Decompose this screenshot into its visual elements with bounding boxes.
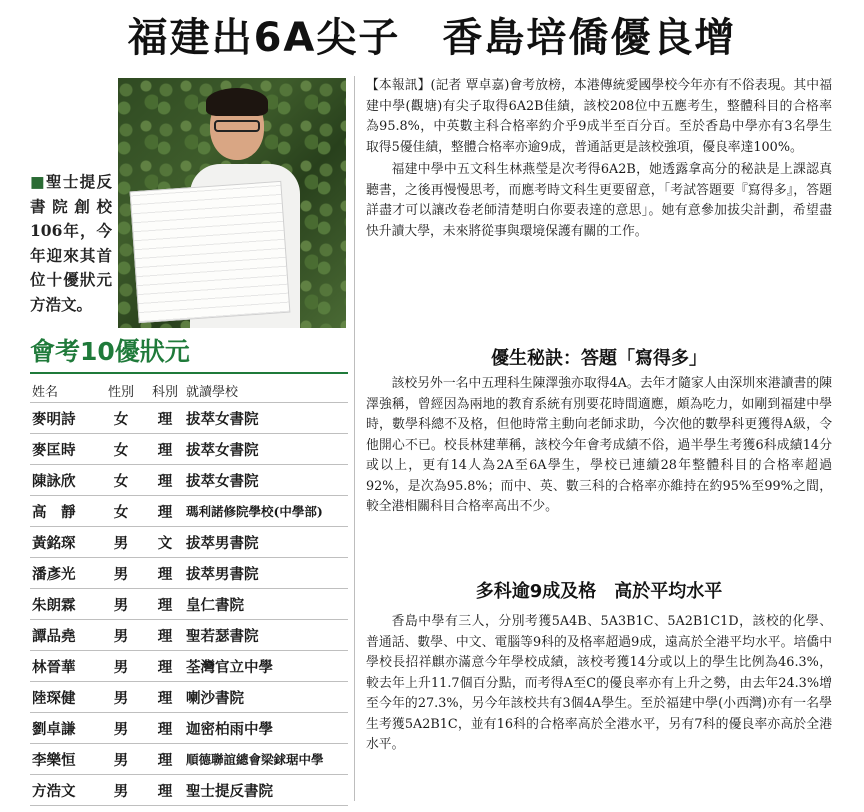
cell-sex: 男 [98, 651, 144, 682]
article-paragraph: 香島中學有三人，分別考獲5A4B、5A3B1C、5A2B1C1D，該校的化學、普通話、數學、中文、電腦等9科的及格率超過9成，遠高於全港平均水平。培僑中學校長招祥麒亦滿意今年學校成績，該校考獲14分或以上的學生比例為46.3%，較去年上升11.7個百分點，而考得A至C的優良率亦有上升之勢，由去年24.3%增至今年的27.3%，另今年該校共有3個4A學生。至於福建中學(小西灣)亦有一名學生考獲5A2B1C，並有16科的合格率高於全港水平，另有7科的優良率亦高於全港水平。 [366, 614, 832, 752]
table-row [30, 589, 348, 620]
cell-school: 喇沙書院 [186, 682, 348, 713]
table-title: 會考10優狀元 [30, 337, 190, 366]
cell-name: 李樂恒 [30, 744, 98, 775]
headline: 福建出6A尖子 香島培僑優良增 [127, 15, 737, 61]
cell-sex: 男 [98, 682, 144, 713]
column-divider [354, 76, 355, 801]
table-row [30, 527, 348, 558]
cell-name: 麥匡時 [30, 434, 98, 465]
cell-sex: 男 [98, 620, 144, 651]
cell-subject: 理 [144, 620, 186, 651]
cell-subject: 理 [144, 744, 186, 775]
table-header-row [30, 378, 348, 403]
cell-subject: 理 [144, 465, 186, 496]
cell-school: 拔萃男書院 [186, 527, 348, 558]
section-heading: 優生秘訣：答題「寫得多」 [491, 348, 707, 369]
cell-school: 聖士提反書院 [186, 775, 348, 806]
article-paragraph: 【本報訊】(記者 覃卓嘉)會考放榜，本港傳統愛國學校今年亦有不俗表現。其中福建中學(觀塘)有尖子取得6A2B佳績，該校208位中五應考生，整體科目的合格率為95.8%，中英數主科合格率約介乎9成半至百分百。至於香島中學亦有3名學生取得5優佳績，整體合格率亦逾9成，普通話更是該校強項，優良率達100%。 [366, 78, 832, 155]
col-header-sex: 性別 [98, 378, 144, 403]
table-row [30, 558, 348, 589]
cell-subject: 理 [144, 651, 186, 682]
cell-name: 陳詠欣 [30, 465, 98, 496]
cell-school: 順德聯誼總會梁銶琚中學 [186, 744, 348, 775]
article-part-2 [366, 374, 832, 518]
cell-school: 皇仁書院 [186, 589, 348, 620]
cell-sex: 男 [98, 775, 144, 806]
cell-name: 譚品堯 [30, 620, 98, 651]
article-part-3 [366, 612, 832, 756]
cell-name: 林晉華 [30, 651, 98, 682]
table-row [30, 651, 348, 682]
cell-subject: 文 [144, 527, 186, 558]
cell-name: 麥明詩 [30, 403, 98, 434]
cell-subject: 理 [144, 589, 186, 620]
cell-school: 迦密柏雨中學 [186, 713, 348, 744]
cell-name: 黃銘琛 [30, 527, 98, 558]
cell-school: 拔萃男書院 [186, 558, 348, 589]
caption-text: 聖士提反書院創校106年，今年迎來其首位十優狀元方浩文。 [30, 172, 112, 314]
cell-name: 高 靜 [30, 496, 98, 527]
cell-sex: 男 [98, 589, 144, 620]
table-row [30, 434, 348, 465]
col-header-school: 就讀學校 [186, 378, 348, 403]
cell-school: 荃灣官立中學 [186, 651, 348, 682]
square-bullet-icon: ■ [30, 172, 46, 191]
cell-subject: 理 [144, 775, 186, 806]
cell-sex: 男 [98, 558, 144, 589]
table-row [30, 713, 348, 744]
cell-name: 潘彥光 [30, 558, 98, 589]
cell-school: 聖若瑟書院 [186, 620, 348, 651]
cell-school: 瑪利諾修院學校(中學部) [186, 496, 348, 527]
table-row [30, 744, 348, 775]
article-paragraph: 福建中學中五文科生林燕瑩是次考得6A2B，她透露拿高分的秘訣是上課認真聽書，之後再慢慢思考，而應考時文科生更要留意，「考試答題要『寫得多』，答題詳盡才可以讓改卷老師清楚明白你要表達的意思」。她有意參加拔尖計劃，希望盡快升讀大學，未來將從事與環境保護有關的工作。 [366, 162, 832, 239]
table-row [30, 403, 348, 434]
cell-school: 拔萃女書院 [186, 465, 348, 496]
cell-school: 拔萃女書院 [186, 403, 348, 434]
cell-sex: 男 [98, 744, 144, 775]
article-paragraph: 該校另外一名中五理科生陳澤強亦取得4A。去年才隨家人由深圳來港讀書的陳澤強稱，曾經因為兩地的教育系統有別要花時間適應，頗為吃力，如剛到福建中學時，數學科總不及格，但他時常主動向老師求助，今次他的數學科更獲得A級，令他開心不已。校長林建華稱，該校今年會考成績不俗，過半學生考獲6科成績14分或以上，更有14人為2A至6A學生，學校已連續28年整體科目的合格率超過92%，是次為95.8%；而中、英、數三科的合格率亦維持在約95%至99%之間，較全港相關科目合格率高出不少。 [366, 376, 832, 514]
cell-name: 朱朗霖 [30, 589, 98, 620]
table-row [30, 620, 348, 651]
table-top-rule [30, 372, 348, 374]
col-header-name: 姓名 [30, 378, 98, 403]
cell-sex: 男 [98, 713, 144, 744]
cell-subject: 理 [144, 558, 186, 589]
col-header-subject: 科別 [144, 378, 186, 403]
cell-sex: 女 [98, 434, 144, 465]
top-scorers-table [30, 378, 348, 806]
student-photo [118, 78, 346, 328]
cell-subject: 理 [144, 434, 186, 465]
cell-sex: 女 [98, 496, 144, 527]
section-heading: 多科逾9成及格 高於平均水平 [475, 581, 723, 602]
table-row [30, 775, 348, 806]
article-part-1 [366, 76, 832, 242]
table-row [30, 465, 348, 496]
cell-sex: 女 [98, 403, 144, 434]
cell-subject: 理 [144, 713, 186, 744]
photo-caption [30, 170, 112, 317]
cell-sex: 女 [98, 465, 144, 496]
cell-subject: 理 [144, 682, 186, 713]
cell-subject: 理 [144, 496, 186, 527]
cell-school: 拔萃女書院 [186, 434, 348, 465]
table-row [30, 682, 348, 713]
table-row [30, 496, 348, 527]
cell-subject: 理 [144, 403, 186, 434]
cell-name: 方浩文 [30, 775, 98, 806]
certificate-image [130, 181, 291, 323]
cell-name: 劉卓謙 [30, 713, 98, 744]
cell-name: 陸琛健 [30, 682, 98, 713]
cell-sex: 男 [98, 527, 144, 558]
